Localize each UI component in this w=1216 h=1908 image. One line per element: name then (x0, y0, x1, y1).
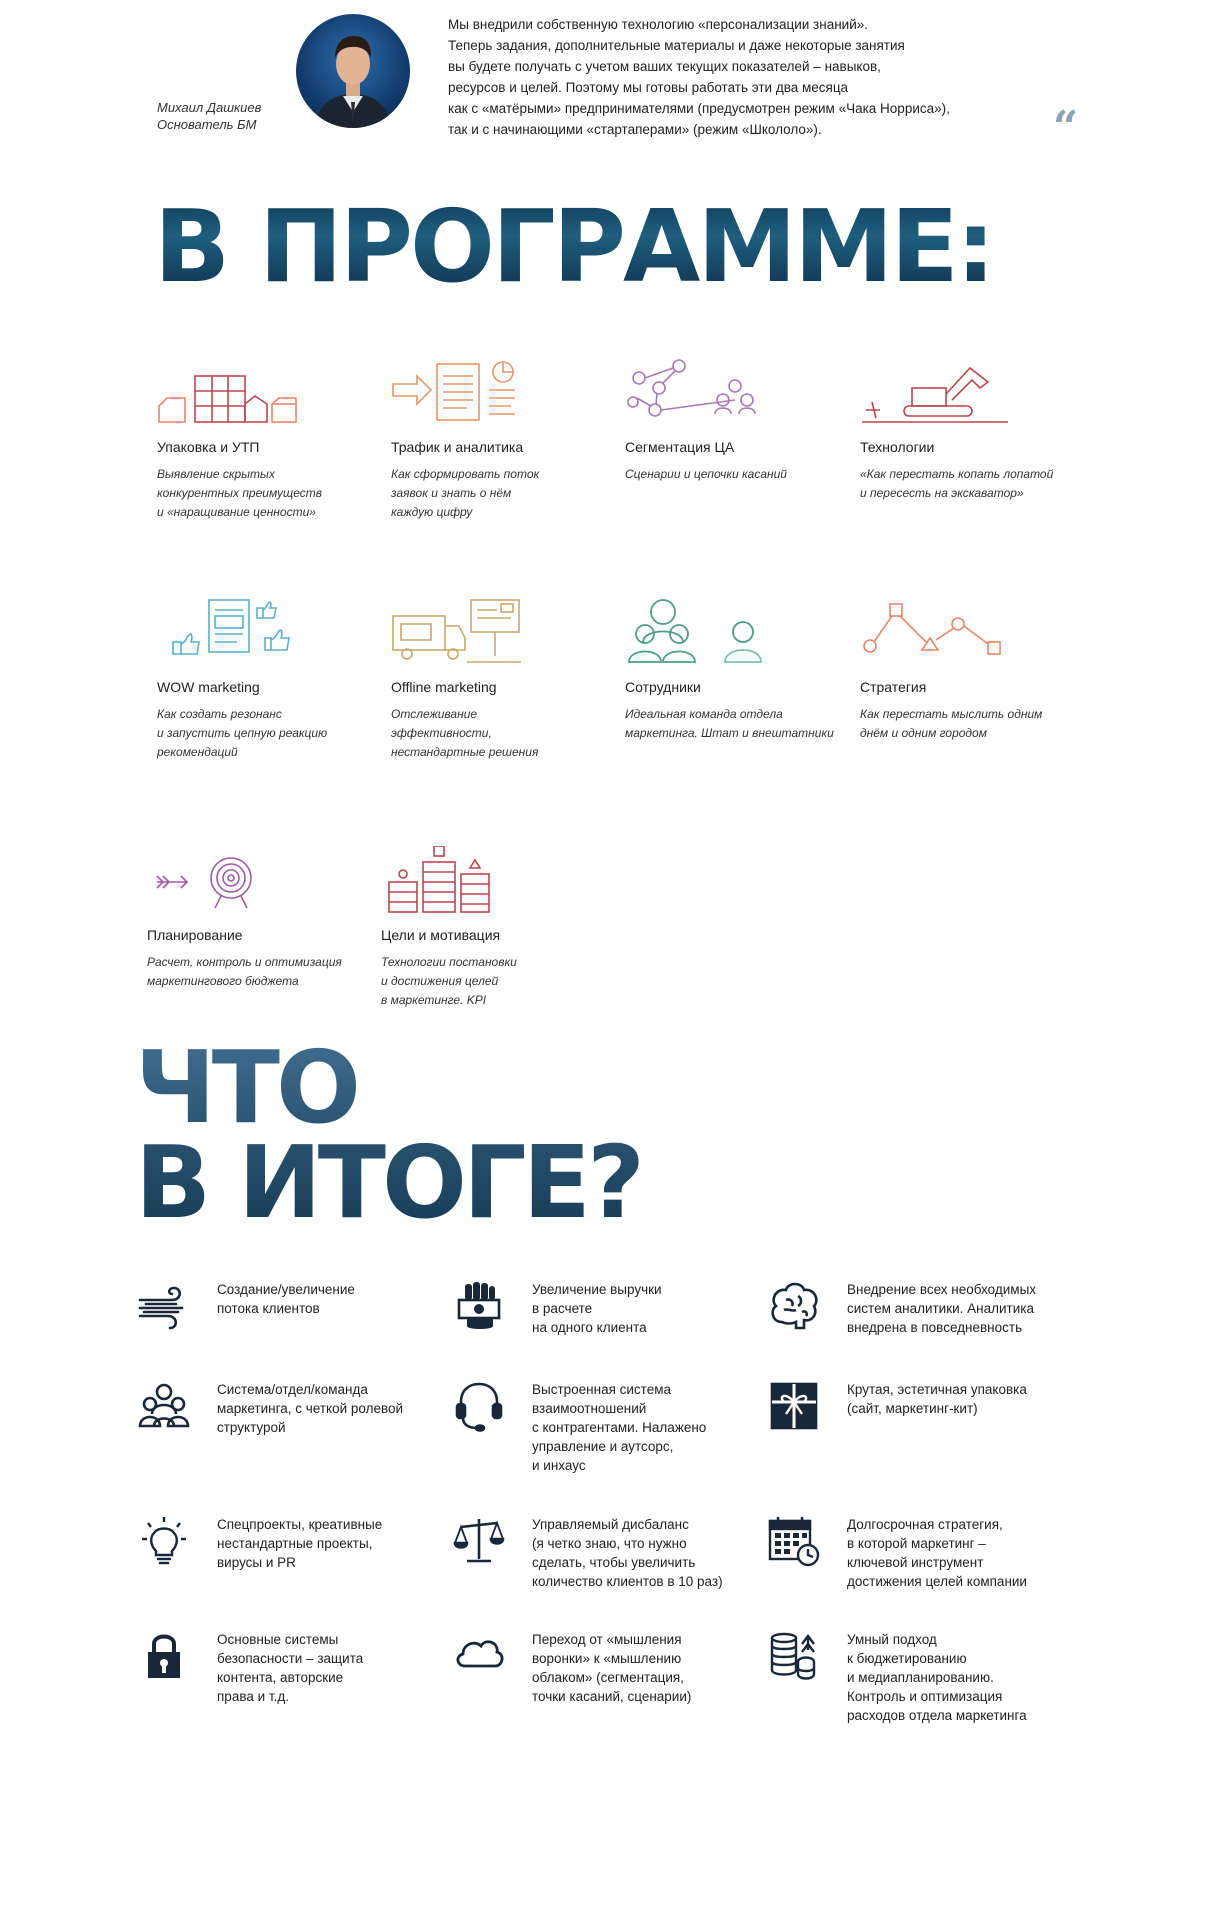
text-line: облаком» (сегментация, (532, 1670, 684, 1685)
program-item-title: Технологии (860, 439, 935, 455)
headset-icon (453, 1380, 505, 1432)
author-name: Михаил Дашкиев (157, 100, 262, 115)
boxes-icon (157, 358, 307, 426)
program-item-desc (391, 705, 611, 762)
program-item-staff (625, 598, 845, 743)
desc-line: Выявление скрытых (157, 467, 275, 481)
desc-line: и пересесть на экскаватор» (860, 486, 1024, 500)
text-line: потока клиентов (217, 1301, 320, 1316)
quote-line: так и с начинающими «стартаперами» (режим «Школоло»). (448, 122, 822, 137)
offline-truck-icon (391, 598, 541, 666)
text-line: и инхаус (532, 1458, 586, 1473)
cloud-icon (453, 1630, 505, 1682)
desc-line: Отслеживание (391, 707, 478, 721)
coins-growth-icon (768, 1630, 820, 1682)
text-line: права и т.д. (217, 1689, 289, 1704)
result-item-text (217, 1380, 457, 1437)
program-item-title: Сотрудники (625, 679, 701, 695)
program-item-desc (860, 705, 1080, 743)
author-avatar (296, 14, 410, 128)
result-item-text (532, 1280, 772, 1337)
program-item-wow (157, 598, 377, 762)
result-item-text (217, 1515, 457, 1572)
program-item-planning (147, 846, 367, 991)
text-line: безопасности – защита (217, 1651, 364, 1666)
program-item-desc (157, 465, 377, 522)
result-heading (135, 1029, 641, 1241)
desc-line: и «наращивание ценности» (157, 505, 316, 519)
text-line: ключевой инструмент (847, 1555, 984, 1570)
text-line: воронки» к «мышлению (532, 1651, 682, 1666)
program-heading: В ПРОГРАММЕ: (154, 188, 993, 305)
desc-line: конкурентных преимуществ (157, 486, 323, 500)
text-line: систем аналитики. Аналитика (847, 1301, 1034, 1316)
result-item-text (847, 1630, 1087, 1725)
calendar-icon (768, 1515, 820, 1567)
text-line: Основные системы (217, 1632, 339, 1647)
wind-icon (138, 1280, 190, 1332)
text-line: Увеличение выручки (532, 1282, 662, 1297)
program-item-desc (391, 465, 611, 522)
desc-line: Идеальная команда отдела (625, 707, 783, 721)
program-item-title: Цели и мотивация (381, 927, 501, 943)
result-item-text (532, 1515, 772, 1591)
lightbulb-icon (138, 1515, 190, 1567)
text-line: с контрагентами. Налажено (532, 1420, 707, 1435)
desc-line: маркетинга. Штат и внештатники (625, 726, 834, 740)
program-item-desc (147, 953, 367, 991)
text-line: Система/отдел/команда (217, 1382, 368, 1397)
desc-line: в маркетинге. KPI (381, 993, 487, 1007)
lock-icon (138, 1630, 190, 1682)
program-item-title: Offline marketing (391, 679, 497, 695)
excavator-icon (860, 358, 1010, 426)
desc-line: Сценарии и цепочки касаний (625, 467, 787, 481)
program-item-technology (860, 358, 1080, 503)
desc-line: каждую цифру (391, 505, 473, 519)
program-item-segmentation (625, 358, 845, 484)
desc-line: «Как перестать копать лопатой (860, 467, 1054, 481)
text-line: Выстроенная система (532, 1382, 672, 1397)
desc-line: заявок и знать о нём (391, 486, 512, 500)
wow-likes-icon (157, 598, 307, 666)
quote-line: как с «матёрыми» предпринимателями (предусмотрен режим «Чака Норриса»), (448, 101, 950, 116)
scales-icon (453, 1515, 505, 1567)
program-item-desc (625, 705, 845, 743)
strategy-graph-icon (860, 598, 1010, 666)
result-heading-line: ЧТО (135, 1029, 358, 1146)
text-line: (я четко знаю, что нужно (532, 1536, 687, 1551)
text-line: Создание/увеличение (217, 1282, 355, 1297)
desc-line: рекомендаций (157, 745, 238, 759)
result-item-text (847, 1515, 1087, 1591)
program-item-goals (381, 846, 601, 1010)
result-item-text (217, 1280, 457, 1318)
desc-line: и запустить цепную реакцию (157, 726, 328, 740)
text-line: структурой (217, 1420, 286, 1435)
text-line: точки касаний, сценарии) (532, 1689, 692, 1704)
text-line: на одного клиента (532, 1320, 647, 1335)
text-line: Долгосрочная стратегия, (847, 1517, 1003, 1532)
program-item-title: Стратегия (860, 679, 927, 695)
podium-icon (381, 846, 531, 914)
program-item-desc (860, 465, 1080, 503)
text-line: Контроль и оптимизация (847, 1689, 1003, 1704)
person-portrait-icon (296, 14, 410, 128)
text-line: в которой маркетинг – (847, 1536, 986, 1551)
desc-line: Как сформировать поток (391, 467, 540, 481)
text-line: контента, авторские (217, 1670, 344, 1685)
traffic-report-icon (391, 358, 541, 426)
program-item-desc (157, 705, 377, 762)
text-line: Переход от «мышления (532, 1632, 682, 1647)
program-item-title: WOW marketing (157, 679, 260, 695)
text-line: Внедрение всех необходимых (847, 1282, 1037, 1297)
desc-line: маркетингового бюджета (147, 974, 299, 988)
result-heading-line: В ИТОГЕ? (135, 1124, 641, 1241)
gift-icon (768, 1380, 820, 1432)
author-caption (157, 99, 261, 133)
segmentation-icon (625, 358, 775, 426)
quote-line: Теперь задания, дополнительные материалы и даже некоторые занятия (448, 38, 905, 53)
quote-line: ресурсов и целей. Поэтому мы готовы работать эти два месяца (448, 80, 849, 95)
program-item-desc (625, 465, 845, 484)
quote-mark-icon: “ (1053, 102, 1079, 153)
desc-line: эффективности, (391, 726, 492, 740)
result-item-text (847, 1380, 1087, 1418)
quote-line: вы будете получать с учетом ваших текущих показателей – навыков, (448, 59, 881, 74)
program-item-title: Трафик и аналитика (391, 439, 524, 455)
quote-line: Мы внедрили собственную технологию «персонализации знаний». (448, 17, 868, 32)
program-item-packaging (157, 358, 377, 522)
result-item-text (532, 1630, 772, 1706)
text-line: Умный подход (847, 1632, 937, 1647)
text-line: к бюджетированию (847, 1651, 967, 1666)
text-line: вирусы и PR (217, 1555, 296, 1570)
text-line: сделать, чтобы увеличить (532, 1555, 696, 1570)
text-line: (сайт, маркетинг-кит) (847, 1401, 978, 1416)
text-line: в расчете (532, 1301, 593, 1316)
desc-line: Технологии постановки (381, 955, 517, 969)
program-item-title: Упаковка и УТП (157, 439, 260, 455)
money-hand-icon (453, 1280, 505, 1332)
desc-line: Как создать резонанс (157, 707, 282, 721)
result-item-text (532, 1380, 772, 1475)
program-item-traffic (391, 358, 611, 522)
text-line: и медиапланированию. (847, 1670, 994, 1685)
text-line: внедрена в повседневность (847, 1320, 1023, 1335)
desc-line: Расчет, контроль и оптимизация (147, 955, 342, 969)
desc-line: Как перестать мыслить одним (860, 707, 1043, 721)
desc-line: днём и одним городом (860, 726, 987, 740)
text-line: количество клиентов в 10 раз) (532, 1574, 723, 1589)
desc-line: нестандартные решения (391, 745, 539, 759)
brain-icon (768, 1280, 820, 1332)
program-item-offline (391, 598, 611, 762)
text-line: расходов отдела маркетинга (847, 1708, 1027, 1723)
program-item-title: Сегментация ЦА (625, 439, 735, 455)
text-line: управление и аутсорс, (532, 1439, 674, 1454)
author-role: Основатель БМ (157, 117, 257, 132)
team-icon (625, 598, 775, 666)
text-line: нестандартные проекты, (217, 1536, 373, 1551)
text-line: Управляемый дисбаланс (532, 1517, 689, 1532)
program-item-desc (381, 953, 601, 1010)
team-group-icon (138, 1380, 190, 1432)
text-line: Крутая, эстетичная упаковка (847, 1382, 1027, 1397)
founder-quote (448, 14, 1068, 140)
program-item-title: Планирование (147, 927, 243, 943)
text-line: взаимоотношений (532, 1401, 647, 1416)
text-line: Спецпроекты, креативные (217, 1517, 383, 1532)
result-item-text (217, 1630, 457, 1706)
program-item-strategy (860, 598, 1080, 743)
text-line: достижения целей компании (847, 1574, 1027, 1589)
target-arrow-icon (147, 846, 297, 914)
desc-line: и достижения целей (381, 974, 499, 988)
text-line: маркетинга, с четкой ролевой (217, 1401, 404, 1416)
result-item-text (847, 1280, 1087, 1337)
